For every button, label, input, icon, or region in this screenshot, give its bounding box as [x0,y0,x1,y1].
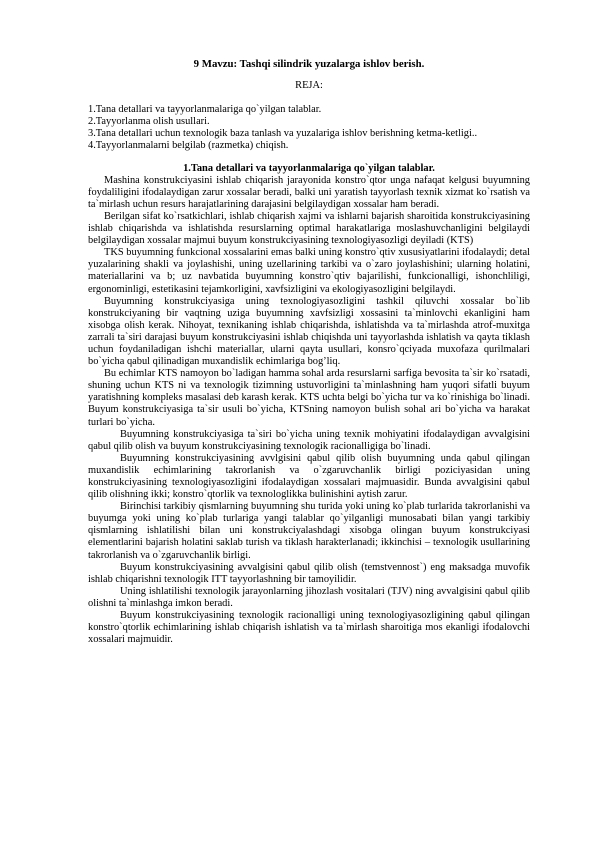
paragraph: Berilgan sifat ko`rsatkichlari, ishlab chiqarish xajmi va ishlarni bajarish sharoitida konstrukciyasining ishlab chiqarishda va ishlatishda resurslarning optimal harakatlariga moslashuvchanligini belgilaydi belgilaydigan xossalar majmui buyum konstrukciyasining texnologiyasozligi deyiladi (KTS) [88,210,530,247]
plan-item: 4.Tayyorlanmalarni belgilab (razmetka) chiqish. [88,140,289,152]
paragraph: Buyumning konstrukciyasining avvlgisini qabul qilib olish buyumning unda qabul qilingan muxandislik echimlarining takrorlanish va o`zgaruvchanlik birligi poziciyasidan uning konstrukciyasining texnologiyasozligini ifodalaydigan xossalari majmuasidir. Bunda avvalgisini qabul qilib olishning ikki; konstro`qtorlik va texnologlikka bulinishini aytish zarur. [88,452,530,501]
plan-item: 2.Tayyorlanma olish usullari. [88,116,210,128]
plan-item: 1.Tana detallari va tayyorlanmalariga qo`yilgan talablar. [88,104,322,116]
paragraph: Bu echimlar KTS namoyon bo`ladigan hamma sohal arda resurslarni sarfiga bevosita ta`sir ko`rsatadi, shuning uchun KTS ni va texnologik tizimning ustuvorligini ta`minlashning ham yuqori sifatli buyum yaratishning kompleks masalasi deb karash kerak. KTS uchta belgi bo`yicha tur va ko`rinishiga bo`linadi. Buyum konstrukciyasiga ta`sir usuli bo`yicha, KTSning namoyon bulish sohal ari bo`yicha va harakat turlari bo`yicha. [88,368,530,428]
section-heading: 1.Tana detallari va tayyorlanmalariga qo`yilgan talablar. [183,162,435,174]
plan-item: 3.Tana detallari uchun texnologik baza tanlash va yuzalariga ishlov berishning ketma-ketligi.. [88,128,478,140]
paragraph: Buyum konstrukciyasining avvalgisini qabul qilib olish (temstvennost`) eng maksadga muvofik ishlab chiqarishni texnologik ITT tayyorlashning bir tamoyilidir. [88,561,530,585]
paragraph: Buyumning konstrukciyasiga ta`siri bo`yicha uning texnik mohiyatini ifodalaydigan avvalgisini qabul qilib olish va buyum konstrukciyasining texnologik racionalligiga bo`linadi. [88,428,530,452]
page-title: 9 Mavzu: Tashqi silindrik yuzalarga ishlov berish. [193,58,425,70]
plan-list [88,104,530,152]
paragraph: Buyumning konstrukciyasiga uning texnologiyasozligini tashkil qiluvchi xossalar bo`lib konstrukciyaning bir vaqtning uziga buyumning xavfsizligi xossasini ta`minlovchi ekanligini ham xisobga olish kerak. Nihoyat, texnikaning ishlab chiqarishda, ishlatishda va ta`mirlashda atrof-muxitga zarrali ta`siri darajasi buyum konstrukciyasini ishlab chiqishda uni tayyorlashda ishlatish va qayta tiklash uchun foydaniladigan ishchi materiallar, ularni qayta usullari, konsro`qciyada muxofaza qurilmalari bo`yicha qabul qilinadigan muxandislik echimlariga bog’liq. [88,295,530,368]
plan-heading: REJA: [295,80,323,92]
paragraph: Mashina konstrukciyasini ishlab chiqarish jarayonida konstro`qtor unga nafaqat kelgusi buyumning foydaliligini ifodalaydigan zarur xossalar beradi, balki uni yaratish tayyorlash texnik xizmat ko`rsatish va ta`mirlash uchun resurs harajatlarining darajasini belgilaydigan xossalar ham beradi. [88,174,530,210]
paragraph: Birinchisi tarkibiy qismlarning buyumning shu turida yoki uning ko`plab turlarida takrorlanishi va buyumga yoki uning ko`plab turlariga yangi talablar qo`yilganligi munosabati bilan yangi tarkibiy qismlarning ishlatilishi bilan uni konstrukciyalashdagi xisobga olingan buyum konstrukciyasi elementlarini bajarish holatini saklab turish va tiklash harakterlanadi; ikkinchisi – texnologik usullarining takrorlanish va o`zgaruvchanlik birligi. [88,501,530,561]
paragraph: TKS buyumning funkcional xossalarini emas balki uning konstro`qtiv xususiyatlarini ifodalaydi; detal yuzalarining shakli va joylashishi, uning uzellarining tarkibi va o`zaro joylashishini; ularning holatini, materiallarini va b; uz navbatida buyumning konstro`qtiv bajarilishi, funkcionalligi, ishonchliligi, ergonominligi, estetikasini tejamkorligini, xavfsizligini va ekologiyasozligini belgilaydi. [88,247,530,295]
paragraph: Buyum konstrukciyasining texnologik racionalligi uning texnologiyasozligining qabul qilingan konstro`qtorlik echimlarining ishlab chiqarish ishlatish va ta`mirlash sharoitiga mos ekanligi ifodalovchi xossalari majmuidir. [88,610,530,646]
paragraph: Uning ishlatilishi texnologik jarayonlarning jihozlash vositalari (TJV) ning avvalgisini qabul qilib olishni ta`minlashga imkon beradi. [88,585,530,609]
